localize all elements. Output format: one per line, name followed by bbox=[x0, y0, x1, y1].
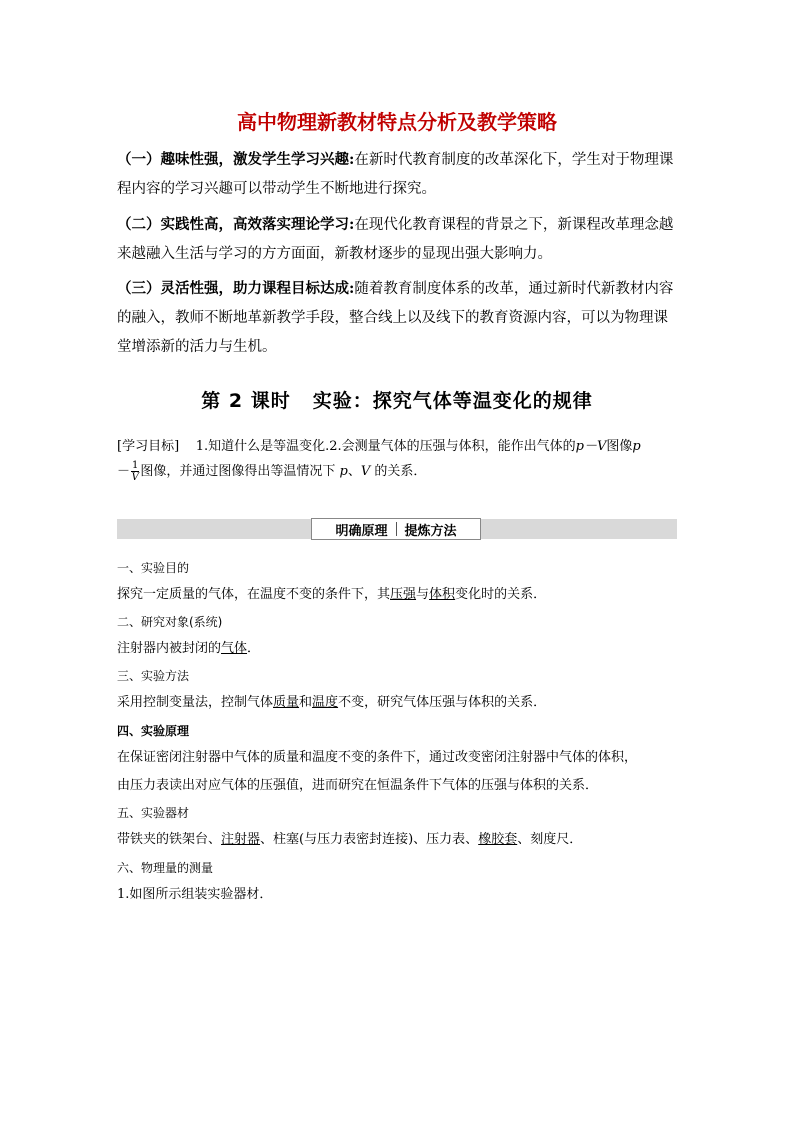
banner-right: 提炼方法 bbox=[404, 523, 457, 539]
section-text-method bbox=[117, 693, 682, 713]
objectives-text: 的关系． bbox=[374, 464, 427, 479]
banner-divider bbox=[396, 522, 397, 536]
section-heading-purpose: 一、实验目的 bbox=[117, 561, 190, 575]
p-variable: p bbox=[632, 439, 641, 454]
paragraph-lead: （三）灵活性强，助力课程目标达成: bbox=[117, 280, 355, 297]
underlined-term: 橡胶套 bbox=[478, 832, 518, 847]
lesson-title bbox=[0, 386, 794, 413]
objectives-text: 图像，并通过图像得出等温情况下 bbox=[140, 464, 336, 479]
section-text-principle-1: 在保证密闭注射器中气体的质量和温度不变的条件下，通过改变密闭注射器中气体的体积， bbox=[117, 750, 638, 765]
paragraph-text: 在新时代教育制度的改革深化下，学生对于物理课程内容的学习兴趣可以带动学生不断地进行探究。 bbox=[117, 152, 674, 197]
paragraph-practice bbox=[117, 210, 677, 269]
v-variable: V bbox=[360, 464, 371, 479]
banner-left: 明确原理 bbox=[335, 523, 388, 539]
section-banner bbox=[311, 518, 481, 540]
section-heading-object: 二、研究对象(系统) bbox=[117, 615, 223, 629]
section-heading-principle: 四、实验原理 bbox=[117, 724, 190, 738]
pv-variable: p－V bbox=[575, 439, 607, 454]
text: 与 bbox=[416, 587, 430, 602]
section-text-principle-2: 由压力表读出对应气体的压强值，进而研究在恒温条件下气体的压强与体积的关系． bbox=[117, 778, 599, 793]
section-text-object bbox=[117, 639, 682, 659]
objectives-text: 图像 bbox=[606, 439, 633, 454]
section-text-measurement: 1.如图所示组装实验器材． bbox=[117, 887, 273, 902]
objectives-label: [学习目标] bbox=[117, 439, 180, 454]
paragraph-text: 随着教育制度体系的改革，通过新时代新教材内容的融入，教师不断地革新教学手段，整合线上以及线下的教育资源内容，可以为物理课堂增添新的活力与生机。 bbox=[117, 281, 674, 355]
fraction-numerator: 1 bbox=[132, 460, 139, 471]
minus-sign: － bbox=[117, 464, 131, 479]
p-variable: p bbox=[339, 464, 348, 479]
underlined-term: 气体 bbox=[221, 641, 248, 656]
underlined-term: 压强 bbox=[390, 587, 417, 602]
text: 变化时的关系． bbox=[455, 587, 547, 602]
lesson-topic: 实验：探究气体等温变化的规律 bbox=[312, 390, 593, 412]
comma: 、 bbox=[347, 464, 361, 479]
section-heading-method: 三、实验方法 bbox=[117, 669, 190, 683]
text: 、柱塞(与压力表密封连接)、压力表、 bbox=[260, 832, 479, 847]
text: 探究一定质量的气体，在温度不变的条件下，其 bbox=[117, 587, 391, 602]
paragraph-interest bbox=[117, 145, 677, 204]
text: 、刻度尺． bbox=[517, 832, 583, 847]
section-text-purpose bbox=[117, 585, 682, 605]
fraction-denominator: V bbox=[131, 472, 139, 483]
text: 注射器内被封闭的 bbox=[117, 641, 222, 656]
section-heading-equipment: 五、实验器材 bbox=[117, 806, 190, 820]
text: 不变，研究气体压强与体积的关系． bbox=[338, 695, 547, 710]
one-over-v-fraction bbox=[131, 460, 139, 483]
underlined-term: 质量 bbox=[273, 695, 300, 710]
text: 带铁夹的铁架台、 bbox=[117, 832, 222, 847]
lesson-number: 第 2 课时 bbox=[201, 390, 291, 412]
text: ． bbox=[247, 641, 261, 656]
underlined-term: 注射器 bbox=[221, 832, 261, 847]
learning-objectives bbox=[117, 436, 682, 483]
underlined-term: 温度 bbox=[312, 695, 339, 710]
objectives-text: 1.知道什么是等温变化.2.会测量气体的压强与体积，能作出气体的 bbox=[195, 439, 576, 454]
paragraph-text: 在现代化教育课程的背景之下，新课程改革理念越来越融入生活与学习的方方面面，新教材逐步的显现出强大影响力。 bbox=[117, 217, 674, 262]
paragraph-flexibility bbox=[117, 274, 677, 362]
document-title: 高中物理新教材特点分析及教学策略 bbox=[237, 110, 557, 134]
section-text-equipment bbox=[117, 830, 682, 850]
section-heading-measurement: 六、物理量的测量 bbox=[117, 861, 214, 875]
text: 和 bbox=[299, 695, 313, 710]
text: 采用控制变量法，控制气体 bbox=[117, 695, 274, 710]
paragraph-lead: （二）实践性高，高效落实理论学习: bbox=[117, 216, 355, 233]
underlined-term: 体积 bbox=[429, 587, 456, 602]
paragraph-lead: （一）趣味性强，激发学生学习兴趣: bbox=[117, 151, 355, 168]
